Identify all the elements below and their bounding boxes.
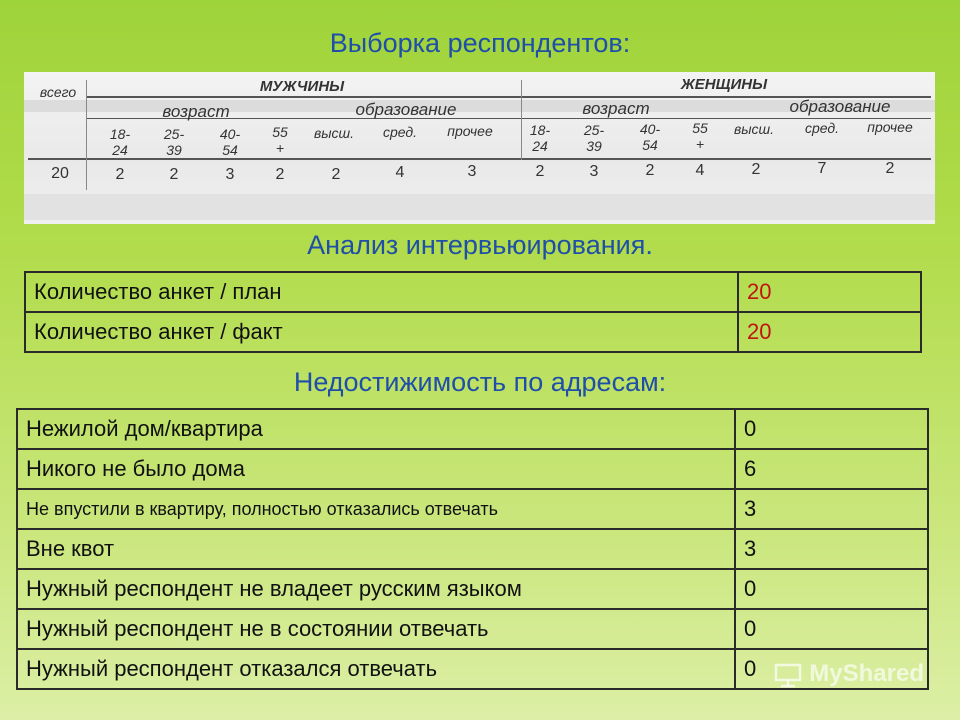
scan-women-edu-col: прочее	[867, 119, 913, 135]
table-row	[25, 312, 921, 352]
scan-rule	[28, 158, 931, 160]
row-label: Нежилой дом/квартира	[17, 409, 735, 449]
interview-title: Анализ интервьюирования.	[307, 230, 653, 260]
scan-value: 2	[535, 163, 545, 180]
row-label: Вне квот	[17, 529, 735, 569]
scan-value: 3	[467, 163, 477, 180]
table-row	[17, 449, 928, 489]
row-value: 3	[735, 529, 928, 569]
scan-value: 2	[331, 166, 341, 183]
unreach-table	[16, 408, 929, 690]
scan-value: 7	[817, 160, 827, 177]
scan-men-label: МУЖЧИНЫ	[259, 78, 345, 95]
scan-value: 3	[589, 163, 599, 180]
scan-women-age-label: возраст	[582, 99, 650, 118]
row-label: Нужный респондент отказался отвечать	[17, 649, 735, 689]
scan-value: 2	[275, 166, 285, 183]
sample-title: Выборка респондентов:	[329, 28, 631, 58]
scan-value: 2	[169, 166, 179, 183]
row-value: 3	[735, 489, 928, 529]
presentation-icon	[773, 662, 803, 688]
row-value: 20	[738, 312, 921, 352]
scan-women-age-col: 40- 54	[639, 121, 661, 153]
unreach-title: Недостижимость по адресам:	[293, 367, 667, 397]
scan-value: 3	[225, 166, 235, 183]
scan-shade	[24, 194, 935, 220]
scan-women-edu-col: сред.	[804, 120, 840, 136]
scan-women-age-col: 18- 24	[529, 122, 551, 154]
table-row	[17, 409, 928, 449]
sample-scan-table	[24, 72, 935, 224]
watermark-text: MyShared	[809, 660, 924, 687]
row-value: 6	[735, 449, 928, 489]
table-row	[17, 529, 928, 569]
scan-men-edu-col: прочее	[447, 123, 493, 139]
scan-value: 2	[885, 160, 895, 177]
scan-men-edu-col: высш.	[313, 125, 355, 141]
row-value: 20	[738, 272, 921, 312]
scan-value: 2	[751, 161, 761, 178]
watermark	[773, 660, 924, 688]
scan-women-age-col: 25- 39	[583, 122, 605, 154]
scan-men-age-col: 55 +	[272, 124, 288, 156]
row-value: 0	[735, 409, 928, 449]
scan-value: 2	[115, 166, 125, 183]
scan-value: 4	[395, 164, 405, 181]
scan-women-label: ЖЕНЩИНЫ	[680, 76, 768, 93]
row-label: Количество анкет / факт	[25, 312, 738, 352]
table-row	[17, 569, 928, 609]
row-label: Никого не было дома	[17, 449, 735, 489]
row-value: 0	[735, 609, 928, 649]
table-row	[17, 489, 928, 529]
row-label: Нужный респондент не в состоянии отвечать	[17, 609, 735, 649]
scan-divider	[86, 80, 87, 190]
row-value: 0	[735, 649, 928, 689]
scan-men-edu-label: образование	[355, 100, 457, 119]
scan-men-age-col: 25- 39	[163, 126, 185, 158]
scan-men-age-col: 18- 24	[109, 126, 131, 158]
scan-women-edu-label: образование	[789, 97, 891, 116]
scan-value: 4	[695, 162, 705, 179]
row-label: Нужный респондент не владеет русским языком	[17, 569, 735, 609]
scan-divider	[521, 80, 522, 160]
table-row	[25, 272, 921, 312]
interview-table	[24, 271, 922, 353]
row-value: 0	[735, 569, 928, 609]
scan-total-value: 20	[51, 165, 69, 182]
scan-women-edu-col: высш.	[733, 121, 775, 137]
scan-men-age-col: 40- 54	[219, 126, 241, 158]
scan-total-label: всего	[39, 84, 77, 100]
row-label: Не впустили в квартиру, полностью отказались отвечать	[17, 489, 735, 529]
table-row	[17, 609, 928, 649]
scan-men-edu-col: сред.	[382, 124, 418, 140]
scan-women-age-col: 55 +	[692, 120, 708, 152]
scan-men-age-label: возраст	[162, 102, 230, 121]
scan-value: 2	[645, 162, 655, 179]
row-label: Количество анкет / план	[25, 272, 738, 312]
